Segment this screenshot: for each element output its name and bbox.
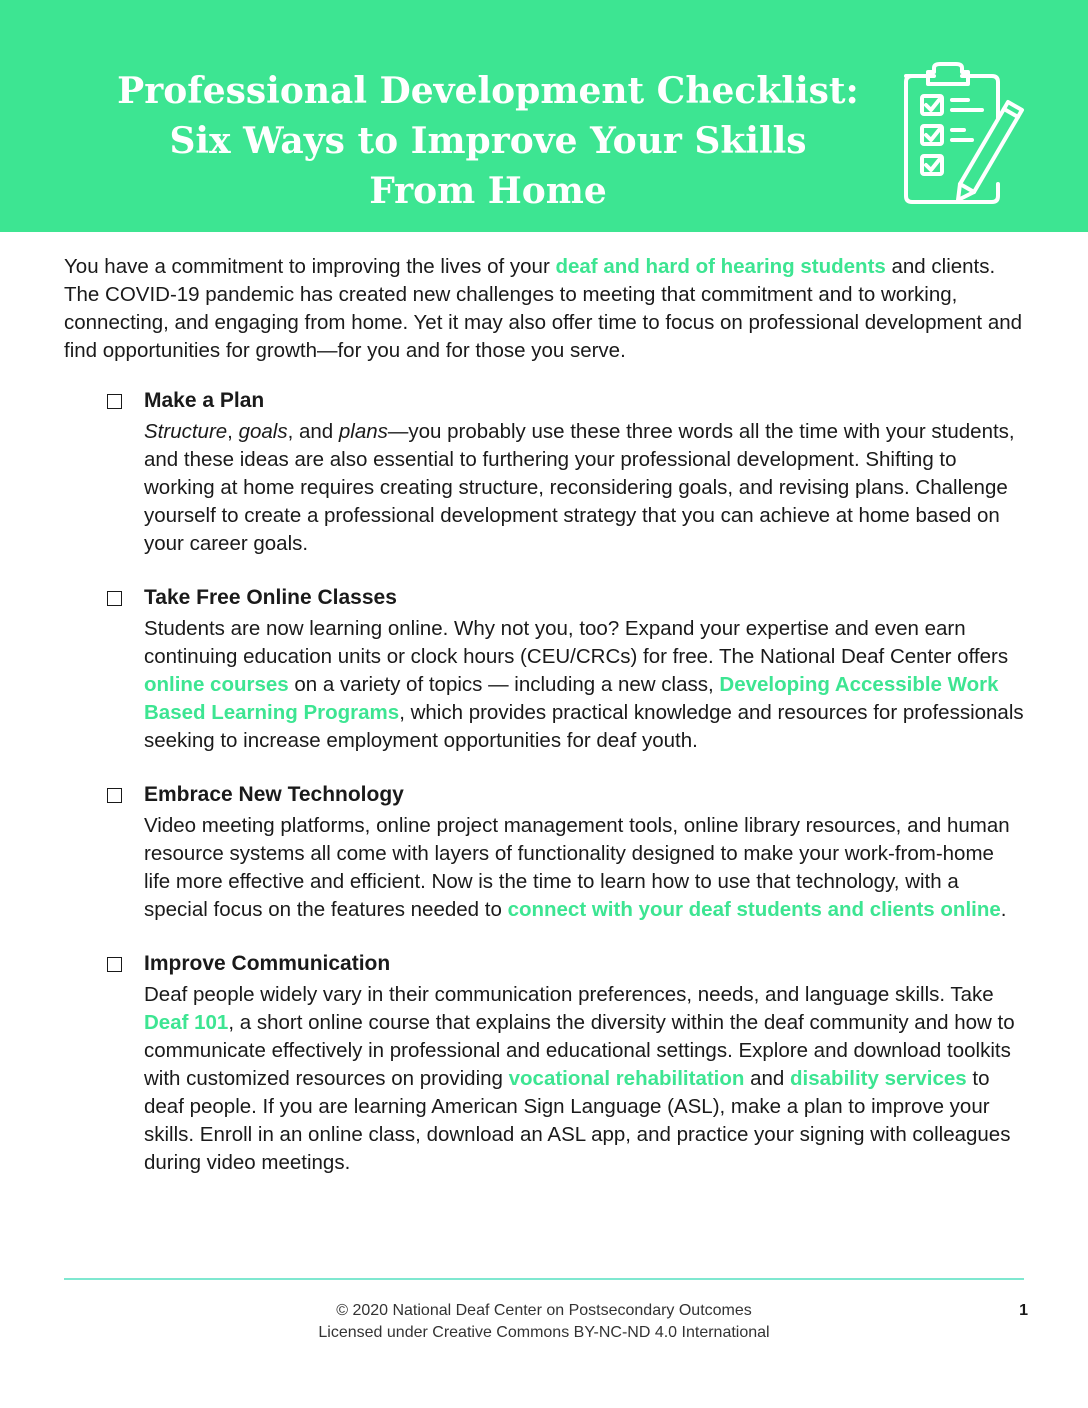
body-text: —you probably use these three words all the time with your students, and these ideas are also essential to furthering your professional development. Shifting to working at home requires creating structure, reconsidering goals, and revising plans. Challenge yourself to create a professional development strategy that you can achieve at home based on your career goals.	[144, 420, 1015, 555]
clipboard-checklist-pencil-icon	[898, 62, 1030, 204]
emphasis: goals	[238, 420, 288, 443]
body-text: .	[1000, 898, 1007, 921]
page-title	[60, 66, 916, 216]
intro-paragraph	[64, 253, 1034, 365]
emphasis: Structure	[144, 420, 228, 443]
link-work-based-learning[interactable]: Developing Accessible Work Based Learning Programs	[144, 673, 999, 724]
checkbox-icon[interactable]	[107, 957, 122, 972]
checkbox-icon[interactable]	[107, 591, 122, 606]
link-vocational-rehabilitation[interactable]: vocational rehabilitation	[508, 1067, 745, 1090]
copyright-text: © 2020 National Deaf Center on Postsecondary Outcomes	[336, 1302, 752, 1319]
body-text: , which provides practical knowledge and resources for professionals seeking to increase employment opportunities for deaf youth.	[144, 701, 1024, 752]
checklist-item-new-technology	[0, 780, 1088, 924]
title-line: Six Ways to Improve Your Skills	[169, 120, 807, 162]
body-text: , and	[287, 420, 339, 443]
title-line: Professional Development Checklist:	[117, 70, 859, 112]
footer	[244, 1300, 844, 1344]
link-online-courses[interactable]: online courses	[144, 673, 289, 696]
body-text: ,	[227, 420, 239, 443]
link-deaf-students[interactable]: deaf and hard of hearing students	[555, 255, 886, 278]
body-text: Video meeting platforms, online project management tools, online library resources, and human resource systems all come with layers of functionality designed to make your work-from-home life more effective and efficient. Now is the time to learn how to use that technology, with a special focus on the features needed to	[144, 814, 1010, 921]
checklist-item-communication	[0, 949, 1088, 1177]
body-text: Deaf people widely vary in their communication preferences, needs, and language skills. Take	[144, 983, 994, 1006]
body-text: Students are now learning online. Why not you, too? Expand your expertise and even earn continuing education units or clock hours (CEU/CRCs) for free. The National Deaf Center offers	[144, 617, 1009, 668]
item-body	[144, 615, 1024, 755]
emphasis: plans	[338, 420, 388, 443]
link-disability-services[interactable]: disability services	[790, 1067, 967, 1090]
body-text: and	[744, 1067, 791, 1090]
header-banner	[0, 0, 1088, 232]
footer-divider	[64, 1278, 1024, 1280]
body-text: to deaf people. If you are learning American Sign Language (ASL), make a plan to improve your skills. Enroll in an online class, download an ASL app, and practice your signing with colleagues during video meetings.	[144, 1067, 1011, 1174]
checkbox-icon[interactable]	[107, 788, 122, 803]
title-line: From Home	[369, 170, 607, 212]
item-title: Take Free Online Classes	[144, 586, 397, 609]
license-text: Licensed under Creative Commons BY-NC-ND 4.0 International	[318, 1324, 770, 1341]
item-body	[144, 418, 1024, 558]
checkbox-icon[interactable]	[107, 394, 122, 409]
page-number: 1	[1019, 1302, 1028, 1319]
body-text: on a variety of topics — including a new class,	[288, 673, 720, 696]
link-deaf-101[interactable]: Deaf 101	[144, 1011, 229, 1034]
checklist	[0, 386, 1088, 1202]
item-title: Embrace New Technology	[144, 783, 404, 806]
item-body	[144, 812, 1024, 924]
intro-text: and clients. The COVID-19 pandemic has created new challenges to meeting that commitment and to working, connecting, and engaging from home. Yet it may also offer time to focus on professional development and find opportunities for growth—for you and for those you serve.	[64, 255, 1023, 362]
body-text: , a short online course that explains the diversity within the deaf community and how to communicate effectively in professional and educational settings. Explore and download toolkits with customized resources on providing	[144, 1011, 1015, 1090]
checklist-item-make-a-plan	[0, 386, 1088, 558]
item-body	[144, 981, 1024, 1177]
item-title: Make a Plan	[144, 389, 265, 412]
item-title: Improve Communication	[144, 952, 391, 975]
link-connect-online[interactable]: connect with your deaf students and clients online	[507, 898, 1001, 921]
checklist-item-online-classes	[0, 583, 1088, 755]
intro-text: You have a commitment to improving the lives of your	[64, 255, 556, 278]
